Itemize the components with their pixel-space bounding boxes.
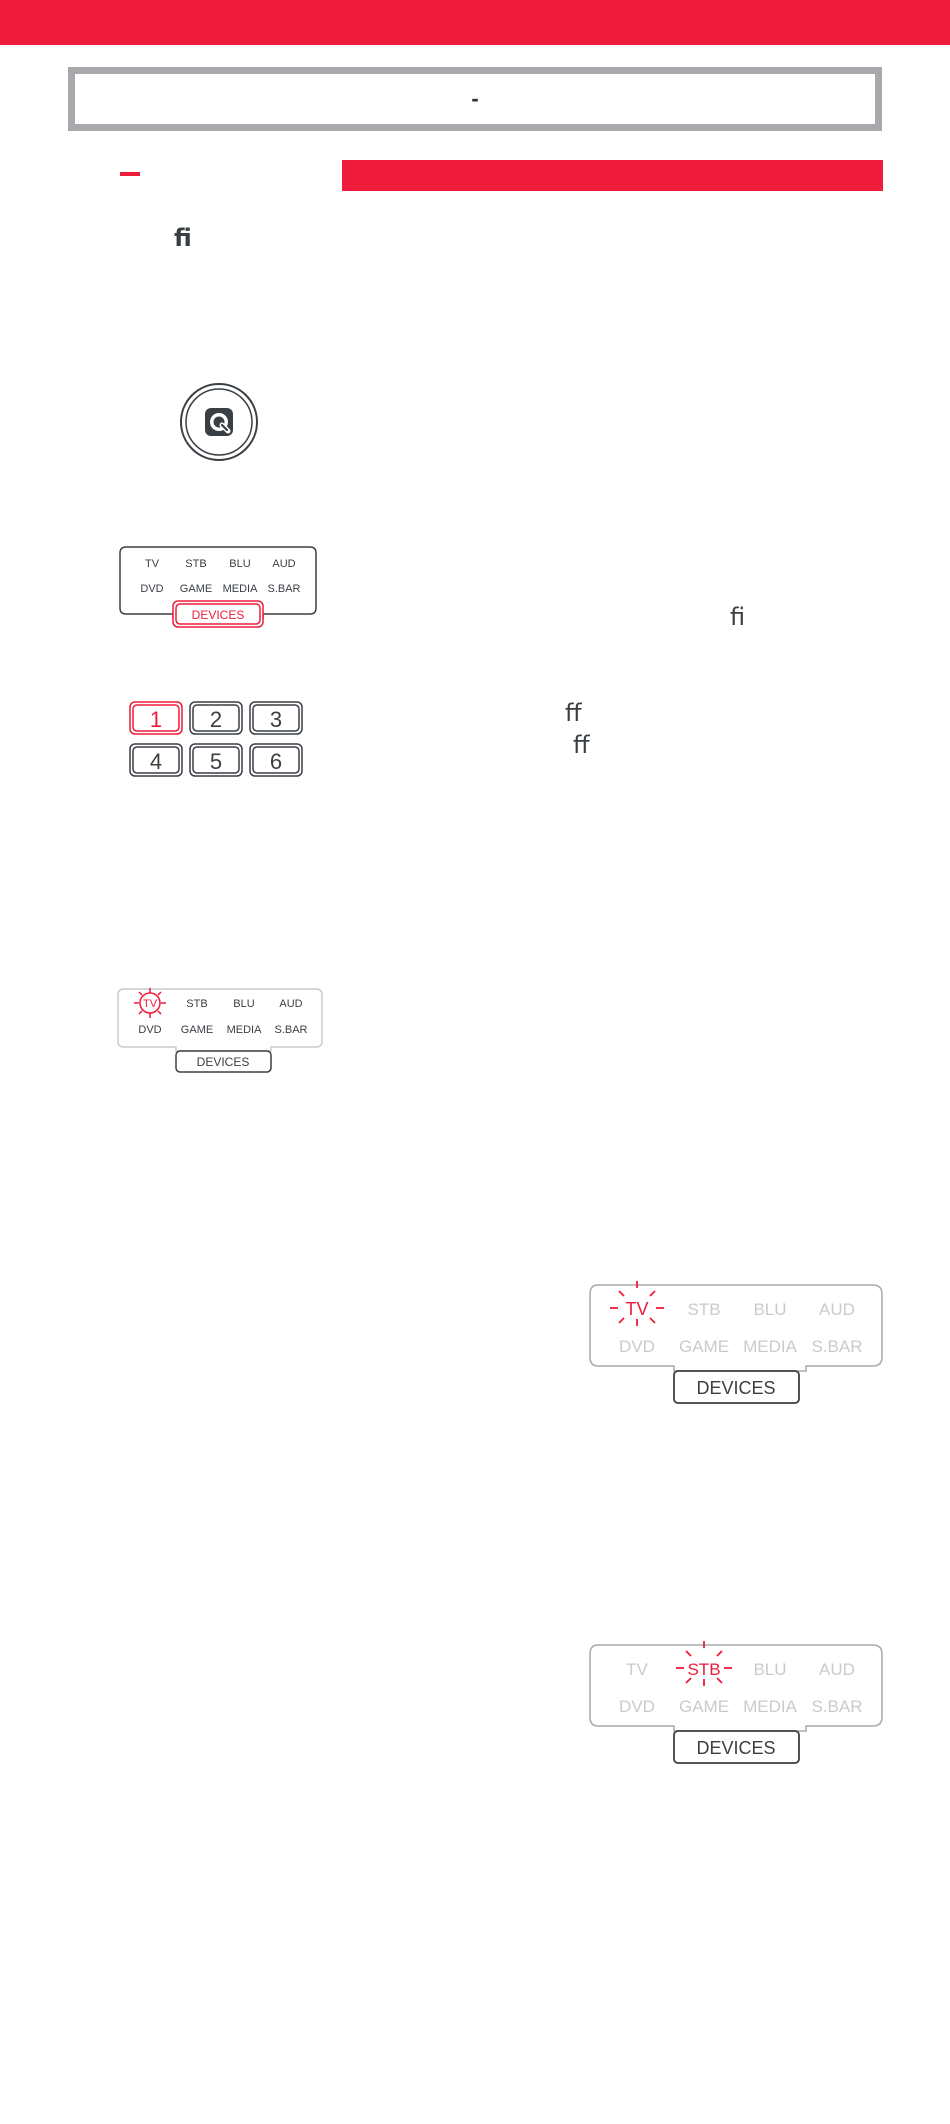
- svg-text:6: 6: [269, 749, 283, 774]
- svg-text:4: 4: [149, 749, 163, 774]
- device-panel-tv-blinking: [588, 1278, 886, 1410]
- device-label-dvd[interactable]: DVD: [140, 583, 164, 595]
- device-label-sbar[interactable]: S.BAR: [811, 1697, 863, 1716]
- device-label-blu[interactable]: BLU: [753, 1660, 787, 1679]
- device-label-dvd[interactable]: DVD: [138, 1024, 162, 1036]
- setup-button[interactable]: [176, 379, 262, 465]
- device-label-stb[interactable]: STB: [687, 1300, 721, 1319]
- device-label-blu[interactable]: BLU: [229, 558, 251, 570]
- ligature-text-ff-1: ff: [565, 699, 582, 727]
- device-label-aud[interactable]: AUD: [272, 558, 296, 570]
- device-label-dvd[interactable]: DVD: [619, 1337, 655, 1356]
- device-label-blu[interactable]: BLU: [753, 1300, 787, 1319]
- device-label-sbar[interactable]: S.BAR: [267, 583, 301, 595]
- device-label-game[interactable]: GAME: [180, 1024, 214, 1036]
- device-label-aud[interactable]: AUD: [819, 1300, 855, 1319]
- device-label-tv[interactable]: TV: [625, 1299, 649, 1319]
- device-label-tv[interactable]: TV: [626, 1660, 648, 1679]
- devices-button-label: DEVICES: [696, 1738, 776, 1758]
- device-label-tv[interactable]: TV: [142, 998, 158, 1010]
- section-header-bar: [342, 160, 883, 191]
- wrench-icon: [205, 408, 233, 436]
- ligature-text-fi-right: fi: [730, 603, 746, 631]
- device-label-sbar[interactable]: S.BAR: [811, 1337, 863, 1356]
- device-label-dvd[interactable]: DVD: [619, 1697, 655, 1716]
- devices-button-label: DEVICES: [696, 1378, 776, 1398]
- device-label-media[interactable]: MEDIA: [222, 583, 258, 595]
- title-frame: [68, 67, 882, 131]
- key-4[interactable]: [130, 744, 182, 776]
- device-label-media[interactable]: MEDIA: [226, 1024, 262, 1036]
- device-label-stb[interactable]: STB: [185, 558, 207, 570]
- device-label-sbar[interactable]: S.BAR: [274, 1024, 308, 1036]
- ligature-text-fi: fi: [174, 224, 192, 252]
- device-label-game[interactable]: GAME: [678, 1697, 730, 1716]
- key-1[interactable]: [130, 702, 182, 734]
- svg-text:5: 5: [209, 749, 223, 774]
- svg-text:1: 1: [149, 707, 163, 732]
- key-3[interactable]: [250, 702, 302, 734]
- device-label-stb[interactable]: STB: [186, 998, 208, 1010]
- device-label-aud[interactable]: AUD: [819, 1660, 855, 1679]
- key-2[interactable]: [190, 702, 242, 734]
- device-label-media[interactable]: MEDIA: [743, 1337, 797, 1356]
- key-6[interactable]: [250, 744, 302, 776]
- device-panel-tv-blinking-small: [116, 985, 326, 1075]
- number-keypad: [128, 700, 306, 780]
- device-label-blu[interactable]: BLU: [233, 998, 255, 1010]
- device-panel-devices-highlight: [118, 545, 318, 631]
- device-label-game[interactable]: GAME: [179, 583, 213, 595]
- section-marker: [120, 172, 140, 176]
- key-5[interactable]: [190, 744, 242, 776]
- device-label-stb[interactable]: STB: [687, 1660, 721, 1679]
- svg-text:2: 2: [209, 707, 223, 732]
- page-title: -: [471, 86, 479, 111]
- devices-button-label: DEVICES: [191, 608, 245, 622]
- device-label-media[interactable]: MEDIA: [743, 1697, 797, 1716]
- device-label-aud[interactable]: AUD: [279, 998, 303, 1010]
- svg-text:3: 3: [269, 707, 283, 732]
- device-panel-stb-blinking: [588, 1638, 886, 1770]
- ligature-text-ff-2: ff: [573, 731, 590, 759]
- device-label-game[interactable]: GAME: [678, 1337, 730, 1356]
- devices-button-label: DEVICES: [196, 1055, 250, 1069]
- top-accent-bar: [0, 0, 950, 45]
- device-label-tv[interactable]: TV: [144, 558, 160, 570]
